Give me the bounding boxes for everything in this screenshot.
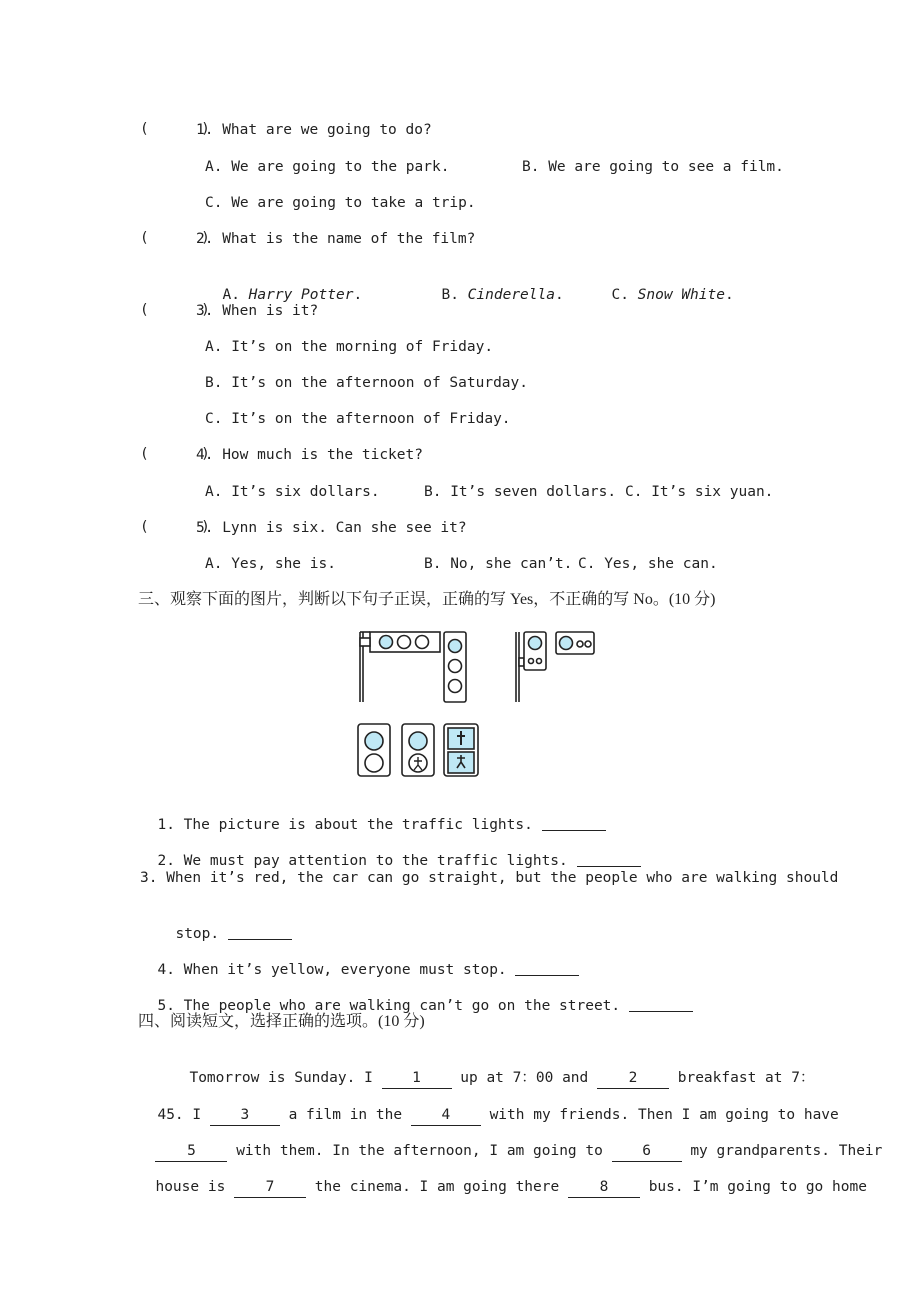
bicycle-lights-picture (512, 630, 596, 706)
passage-text: up at 7：00 and (460, 1070, 589, 1086)
blank-1[interactable]: 1 (382, 1068, 452, 1089)
q2-option-b-prefix: B. (441, 287, 459, 303)
q5-option-a: A. Yes, she is. (205, 556, 336, 572)
statement-2 (140, 831, 641, 871)
q1-option-a: A. We are going to the park. (205, 159, 450, 175)
statement-3-blank[interactable] (228, 925, 292, 940)
statement-4-text: 4. When it’s yellow, everyone must stop. (157, 962, 507, 978)
q4-option-a: A. It’s six dollars. (205, 484, 380, 500)
q2-option-c-prefix: C. (611, 287, 629, 303)
q1-option-b: B. We are going to see a film. (522, 159, 784, 175)
blank-8[interactable]: 8 (568, 1177, 640, 1198)
q2-option-a-prefix: A. (222, 287, 240, 303)
question-1: 1. What are we going to do? (196, 122, 432, 138)
q3-option-c: C. It’s on the afternoon of Friday. (205, 411, 511, 427)
traffic-lights-picture (356, 628, 486, 780)
q1-option-c: C. We are going to take a trip. (205, 195, 476, 211)
q5-option-c: C. Yes, she can. (578, 556, 718, 572)
statement-3-line-2 (158, 904, 292, 944)
passage-text: house is (155, 1179, 226, 1195)
statement-1-text: 1. The picture is about the traffic lights. (157, 817, 533, 833)
statement-5-blank[interactable] (629, 997, 693, 1012)
statement-4-blank[interactable] (515, 961, 579, 976)
section-3-heading: 三、观察下面的图片，判断以下句子正误，正确的写 Yes，不正确的写 No。(10 分) (138, 591, 716, 608)
statement-1-blank[interactable] (542, 816, 606, 831)
q2-option-c-title: Snow White (637, 287, 725, 303)
statement-5 (140, 976, 693, 1016)
passage-text: my grandparents. Their (690, 1143, 883, 1159)
question-2: 2. What is the name of the film? (196, 231, 476, 247)
passage-line-2 (140, 1085, 839, 1126)
statement-4 (140, 940, 579, 980)
passage-text: breakfast at 7： (677, 1070, 815, 1086)
q2-option-c (594, 265, 734, 305)
question-5: 5. Lynn is six. Can she see it? (196, 520, 467, 536)
answer-paren-5[interactable]: ( ) (140, 519, 210, 535)
q5-option-b: B. No, she can’t. (424, 556, 573, 572)
q2-option-a-dot: . (353, 287, 363, 303)
blank-7[interactable]: 7 (234, 1177, 306, 1198)
q3-option-a: A. It’s on the morning of Friday. (205, 339, 494, 355)
passage-text: a film in the (288, 1107, 403, 1123)
passage-text: 45. I (157, 1107, 202, 1123)
answer-paren-1[interactable]: ( ) (140, 121, 210, 137)
q2-option-c-dot: . (724, 287, 734, 303)
passage-line-1 (172, 1048, 814, 1089)
passage-text: the cinema. I am going there (314, 1179, 560, 1195)
passage-line-3 (138, 1121, 882, 1162)
passage-text: with my friends. Then I am going to have (489, 1107, 839, 1123)
statement-5-text: 5. The people who are walking can’t go on the street. (157, 998, 621, 1014)
blank-3[interactable]: 3 (210, 1105, 280, 1126)
section-4-heading: 四、阅读短文，选择正确的选项。(10 分) (138, 1013, 425, 1030)
blank-5[interactable]: 5 (155, 1141, 227, 1162)
passage-line-4 (138, 1157, 867, 1198)
q4-option-b: B. It’s seven dollars. (424, 484, 617, 500)
statement-3-line-1: 3. When it’s red, the car can go straight, but the people who are walking should (140, 870, 839, 886)
answer-paren-4[interactable]: ( ) (140, 446, 210, 462)
statement-2-blank[interactable] (577, 852, 641, 867)
question-3: 3. When is it? (196, 303, 319, 319)
q4-option-c: C. It’s six yuan. (625, 484, 774, 500)
answer-paren-2[interactable]: ( ) (140, 230, 210, 246)
passage-text: Tomorrow is Sunday. I (189, 1070, 373, 1086)
q2-option-b-dot: . (554, 287, 564, 303)
statement-3-text: stop. (175, 926, 220, 942)
statement-2-text: 2. We must pay attention to the traffic lights. (157, 853, 568, 869)
answer-paren-3[interactable]: ( ) (140, 302, 210, 318)
q3-option-b: B. It’s on the afternoon of Saturday. (205, 375, 529, 391)
q2-option-b-title: Cinderella (467, 287, 555, 303)
passage-text: bus. I’m going to go home (648, 1179, 867, 1195)
blank-2[interactable]: 2 (597, 1068, 669, 1089)
blank-4[interactable]: 4 (411, 1105, 481, 1126)
q2-option-a-title: Harry Potter (248, 287, 354, 303)
q2-option-a (205, 265, 362, 305)
statement-1 (140, 795, 606, 835)
blank-6[interactable]: 6 (612, 1141, 682, 1162)
question-4: 4. How much is the ticket? (196, 447, 423, 463)
q2-option-b (424, 265, 564, 305)
passage-text: with them. In the afternoon, I am going to (236, 1143, 603, 1159)
